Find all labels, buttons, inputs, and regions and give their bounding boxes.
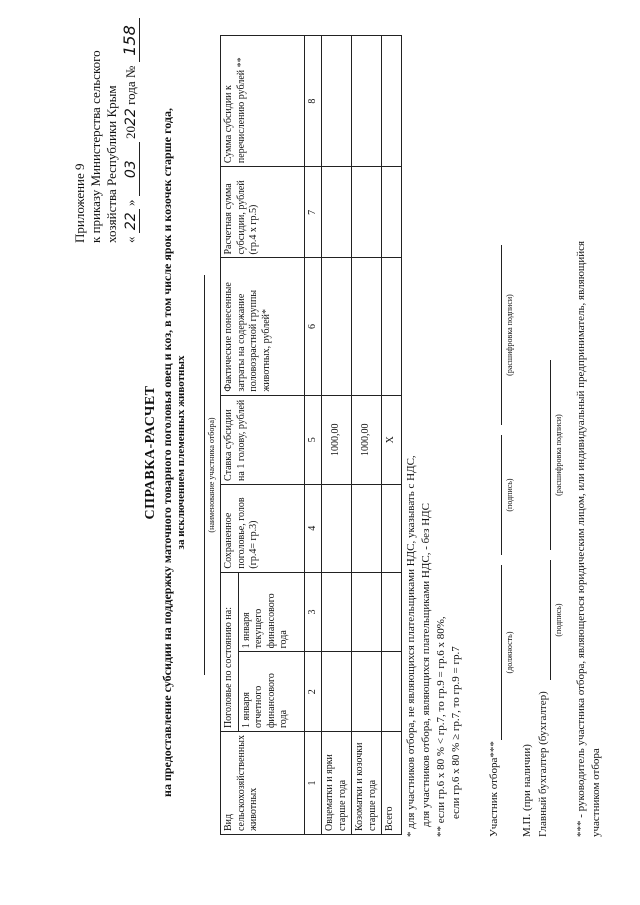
order-number-handwritten: 158	[120, 19, 140, 63]
table-cell[interactable]	[322, 167, 352, 258]
table-cell[interactable]	[382, 572, 402, 652]
table-cell[interactable]	[352, 167, 382, 258]
table-cell[interactable]	[382, 258, 402, 395]
appendix-line-1: Приложение 9	[72, 163, 87, 243]
header-calculated-subsidy: Расчетная сумма субсидии, рублей (гр.4 х гр.5)	[221, 167, 305, 258]
table-cell[interactable]	[352, 652, 382, 732]
day-handwritten: 22	[123, 209, 140, 233]
header-subsidy-to-transfer: Сумма субсидии к перечислению рублей **	[221, 36, 305, 167]
table-cell[interactable]	[382, 167, 402, 258]
column-number: 2	[304, 652, 322, 732]
header-jan1-current-year: 1 января текущего финансового года	[238, 572, 304, 652]
header-jan1-reporting-year: 1 января отчетного финансового года	[238, 652, 304, 732]
footnote-line-1: *** - руководитель участника отбора, являющегося юридическим лицом, или индивидуальный предприниматель, являющийся	[575, 240, 587, 837]
table-cell[interactable]	[322, 652, 352, 732]
note-formula-line-1: ** если гр.6 х 80 % < гр.7, то гр.9 = гр.6 х 80%,	[435, 616, 447, 837]
column-number: 4	[304, 484, 322, 572]
appendix-line-2: к приказу Министерства сельского	[88, 50, 103, 243]
table-cell[interactable]	[322, 572, 352, 652]
table-cell[interactable]	[382, 36, 402, 167]
position-line[interactable]	[501, 565, 502, 740]
appendix-date-line: « 22 » 03 2022 года № 158	[120, 19, 140, 244]
footnote-line-2: участником отбора	[590, 748, 602, 837]
participant-caption: (наименование участника отбора)	[207, 417, 216, 533]
column-number: 5	[304, 395, 322, 484]
column-number: 3	[304, 572, 322, 652]
column-number: 1	[304, 732, 322, 835]
table-cell[interactable]	[322, 36, 352, 167]
note-vat-line-1: * для участников отбора, не являющихся плательщиками НДС, указывать с НДС,	[405, 455, 417, 837]
accountant-signature-caption: (подпись)	[554, 603, 563, 637]
subsidy-table	[220, 35, 402, 835]
accountant-decoding-line[interactable]	[550, 360, 551, 550]
table-cell[interactable]	[322, 258, 352, 395]
year-handwritten: 22	[123, 108, 139, 126]
table-cell[interactable]	[352, 572, 382, 652]
note-formula-line-2: если гр.6 х 80 % ≥ гр.7, то гр.9 = гр.7	[450, 646, 462, 819]
header-preserved-livestock: Сохраненное поголовье, голов (гр.4= гр.3)	[221, 484, 305, 572]
header-subsidy-rate: Ставка субсидии на 1 голову, рублей	[221, 395, 305, 484]
table-cell[interactable]	[322, 484, 352, 572]
rate-cell-ewes: 1000,00	[322, 395, 352, 484]
participant-label: Участник отбора***	[488, 741, 500, 837]
table-cell[interactable]	[352, 484, 382, 572]
table-cell[interactable]	[352, 258, 382, 395]
rate-cell-total: X	[382, 395, 402, 484]
signature-line[interactable]	[501, 435, 502, 555]
column-number: 6	[304, 258, 322, 395]
accountant-decoding-caption: (расшифровка подписи)	[554, 414, 563, 496]
accountant-signature-line[interactable]	[550, 560, 551, 680]
column-number: 8	[304, 36, 322, 167]
stamp-label: М.П. (при наличии)	[521, 744, 533, 837]
table-cell[interactable]	[382, 652, 402, 732]
decoding-caption: (расшифровка подписи)	[505, 294, 514, 376]
note-vat-line-2: для участников отбора, являющихся плательщиками НДС, - без НДС	[420, 503, 432, 827]
document-subtitle-line-1: на предоставление субсидии на поддержку маточного товарного поголовья овец и коз, в том числе ярок и козочек старше года,	[160, 108, 174, 797]
document-title: СПРАВКА-РАСЧЕТ	[143, 385, 158, 520]
table-cell[interactable]	[382, 484, 402, 572]
decoding-line[interactable]	[501, 245, 502, 425]
row-label-total: Всего	[382, 732, 402, 835]
month-handwritten: 03	[123, 142, 140, 196]
participant-name-line	[204, 275, 205, 675]
row-label-ewes: Овцематки и ярки старше года	[322, 732, 352, 835]
signature-caption: (подпись)	[505, 478, 514, 512]
header-livestock-group: Поголовье по состоянию на:	[221, 572, 239, 731]
header-actual-costs: Фактические понесенные затраты на содержание половозрастной группы животных, рублей*	[221, 258, 305, 395]
header-animal-type: Вид сельскохозяйственных животных	[221, 732, 305, 835]
table-cell[interactable]	[352, 36, 382, 167]
document-subtitle-line-2: за исключением племенных животных	[175, 355, 187, 550]
position-caption: (должность)	[505, 631, 514, 674]
accountant-label: Главный бухгалтер (бухгалтер)	[537, 691, 549, 837]
column-number: 7	[304, 167, 322, 258]
appendix-line-3: хозяйства Республики Крым	[104, 85, 119, 243]
rate-cell-goats: 1000,00	[352, 395, 382, 484]
row-label-goats: Козоматки и козочки старше года	[352, 732, 382, 835]
